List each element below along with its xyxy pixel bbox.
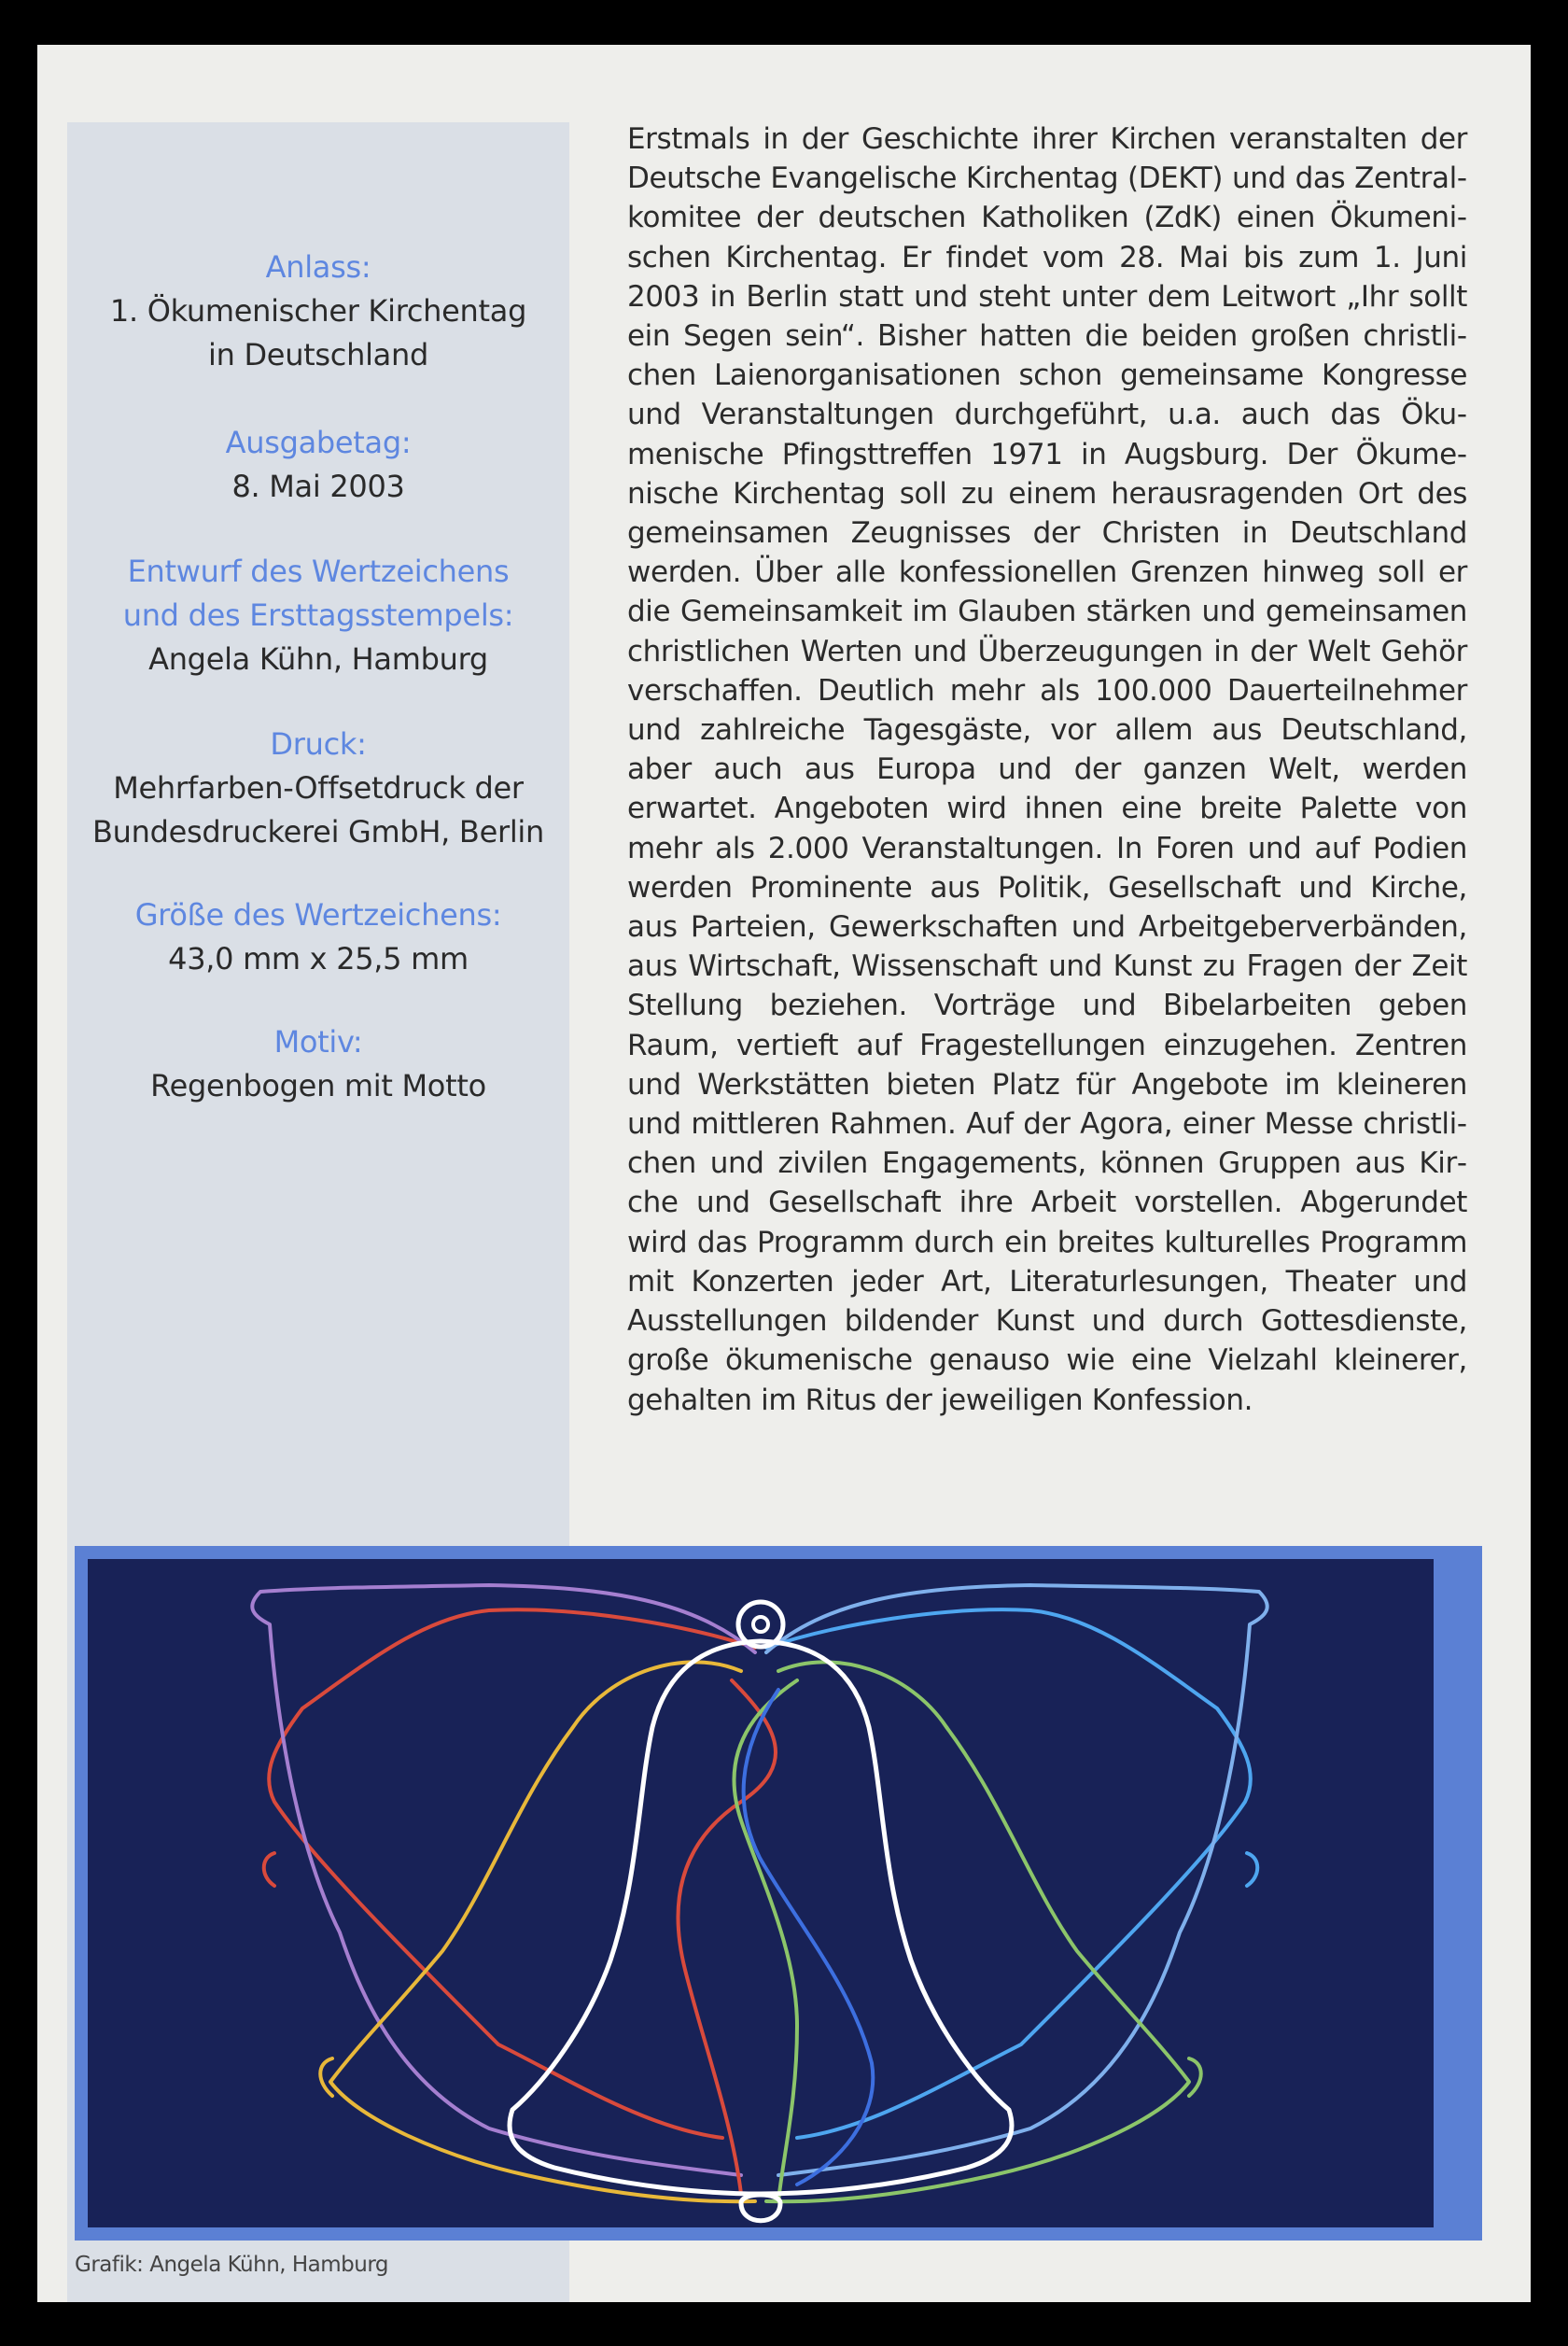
info-value: in Deutschland: [208, 337, 428, 372]
bell-outline-blue: [766, 1609, 1251, 2138]
bell-clapper: [741, 2195, 780, 2221]
bell-knob-right-upper: [1247, 1853, 1257, 1886]
bell-knob-right: [1189, 2058, 1201, 2096]
info-druck: [67, 723, 569, 854]
info-label: und des Ersttagsstempels:: [122, 597, 514, 633]
info-value: Regenbogen mit Motto: [150, 1068, 486, 1103]
info-value: 1. Ökumenischer Kirchentag: [109, 293, 527, 329]
bell-ring-inner: [753, 1617, 768, 1632]
bell-knob-left-upper: [264, 1853, 274, 1886]
info-value: 8. Mai 2003: [231, 469, 405, 504]
bell-outline-green: [766, 1662, 1189, 2201]
info-label: Druck:: [270, 726, 367, 762]
bell-knob-left: [320, 2058, 332, 2096]
stamp-artwork: [88, 1559, 1434, 2227]
page-sheet: [37, 45, 1531, 2302]
info-motiv: [67, 1020, 569, 1108]
stamp-artwork-frame: [75, 1546, 1482, 2241]
info-value: 43,0 mm x 25,5 mm: [168, 941, 469, 976]
info-anlass: [67, 246, 569, 377]
bell-outline-green-inner: [735, 1680, 798, 2201]
bell-outline-red: [269, 1609, 755, 2138]
info-label: Ausgabetag:: [225, 425, 412, 460]
info-label: Motiv:: [273, 1024, 363, 1060]
info-groesse: [67, 893, 569, 981]
bell-outline-blue-inner: [744, 1690, 874, 2184]
bell-outline-yellow: [330, 1662, 755, 2201]
info-label: Entwurf des Wertzeichens: [127, 554, 510, 589]
bells-illustration: [88, 1559, 1434, 2227]
info-entwurf: [67, 550, 569, 681]
article-text: Erstmals in der Geschichte ihrer Kirchen veranstalten der Deutsche Evangelische Kirchentag (DEKT) und das Zentralkomitee der deutschen Katholiken (ZdK) einen Ökumenischen Kirchentag. Er findet vom 28. Mai bis zum 1. Juni 2003 in Berlin statt und steht unter dem Leitwort „Ihr sollt ein Segen sein“. Bisher hatten die beiden großen christlichen Laienorganisationen schon gemeinsame Kongresse und Veranstaltungen durchgeführt, u.a. auch das Ökumenische Pfingsttreffen 1971 in Augsburg. Der Ökumenische Kirchentag soll zu einem herausragenden Ort des gemeinsamen Zeugnisses der Christen in Deutschland werden. Über alle konfessionellen Grenzen hinweg soll er die Gemeinsamkeit im Glauben stärken und gemeinsamen christlichen Werten und Überzeugungen in der Welt Gehör verschaffen. Deutlich mehr als 100.000 Dauerteilnehmer und zahlreiche Tagesgäste, vor allem aus Deutschland, aber auch aus Europa und der ganzen Welt, werden erwartet. Angeboten wird ihnen eine breite Palette von mehr als 2.000 Veranstaltungen. In Foren und auf Podien werden Prominente aus Politik, Gesellschaft und Kirche, aus Parteien, Gewerkschaften und Arbeitgeberverbänden, aus Wirtschaft, Wissenschaft und Kunst zu Fragen der Zeit Stellung beziehen. Vorträge und Bibelarbeiten geben Raum, vertieft auf Fragestellungen einzugehen. Zentren und Werkstätten bieten Platz für Angebote im kleineren und mittleren Rahmen. Auf der Agora, einer Messe christlichen und zivilen Engagements, können Gruppen aus Kirche und Gesellschaft ihre Arbeit vorstellen. Abgerundet wird das Programm durch ein breites kulturelles Programm mit Konzerten jeder Art, Literaturlesungen, Theater und Ausstellungen bildender Kunst und durch Gottesdienste, große ökumenische genauso wie eine Vielzahl kleinerer, gehalten im Ritus der jeweiligen Konfession.: [627, 122, 1467, 1417]
info-value: Bundesdruckerei GmbH, Berlin: [92, 814, 544, 850]
bell-outline-red-inner: [679, 1680, 777, 2194]
info-ausgabetag: [67, 421, 569, 509]
info-label: Anlass:: [265, 249, 371, 285]
info-value: Angela Kühn, Hamburg: [148, 641, 488, 677]
info-label: Größe des Wertzeichens:: [134, 897, 502, 933]
info-value: Mehrfarben-Offsetdruck der: [113, 770, 524, 806]
figure-caption: Grafik: Angela Kühn, Hamburg: [75, 2253, 389, 2277]
